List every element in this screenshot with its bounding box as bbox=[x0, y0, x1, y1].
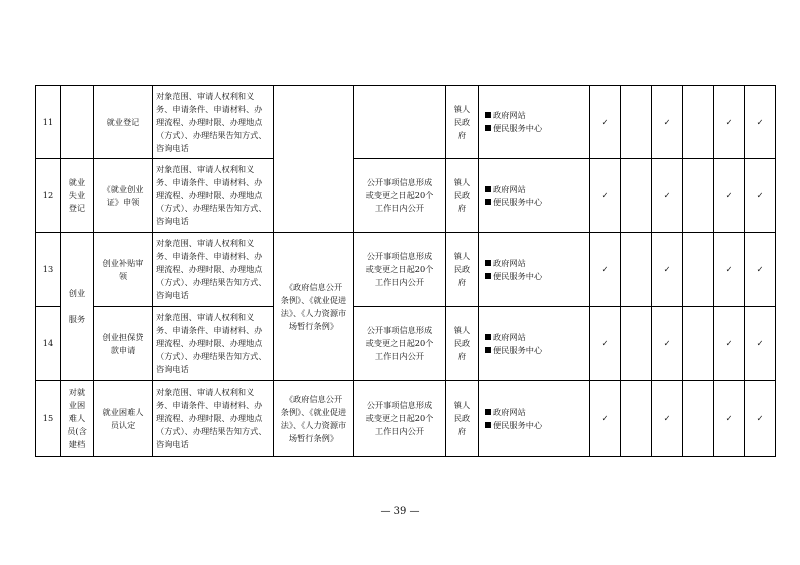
row-number: 13 bbox=[36, 233, 61, 307]
square-bullet-icon bbox=[485, 260, 491, 266]
empty-check-cell bbox=[621, 159, 652, 233]
law-basis-cell: 《政府信息公开 条例》、《就业促进 法》、《人力资源市 场暂行条例》 bbox=[274, 233, 354, 381]
empty-check-cell bbox=[683, 233, 714, 307]
table-row bbox=[36, 86, 776, 159]
category-cell bbox=[61, 86, 94, 159]
square-bullet-icon bbox=[485, 334, 491, 340]
time-limit-cell bbox=[354, 86, 446, 159]
square-bullet-icon bbox=[485, 112, 491, 118]
channel-cell bbox=[479, 86, 590, 159]
checkmark-icon: ✓ bbox=[714, 159, 745, 233]
item-name: 就业登记 bbox=[94, 86, 153, 159]
disclosure-table bbox=[35, 85, 776, 457]
checkmark-icon: ✓ bbox=[590, 307, 621, 381]
checkmark-icon: ✓ bbox=[590, 159, 621, 233]
channel-item: 便民服务中心 bbox=[485, 344, 583, 357]
table-row bbox=[36, 381, 776, 457]
checkmark-icon: ✓ bbox=[745, 381, 776, 457]
channel-cell bbox=[479, 233, 590, 307]
time-limit-cell: 公开事项信息形成 或变更之日起20个 工作日内公开 bbox=[354, 381, 446, 457]
checkmark-icon: ✓ bbox=[590, 86, 621, 159]
checkmark-icon: ✓ bbox=[714, 233, 745, 307]
checkmark-icon: ✓ bbox=[745, 86, 776, 159]
channel-cell bbox=[479, 381, 590, 457]
checkmark-icon: ✓ bbox=[652, 233, 683, 307]
square-bullet-icon bbox=[485, 273, 491, 279]
checkmark-icon: ✓ bbox=[745, 159, 776, 233]
channel-item: 便民服务中心 bbox=[485, 196, 583, 209]
empty-check-cell bbox=[621, 307, 652, 381]
subject-cell: 镇人 民政 府 bbox=[446, 159, 479, 233]
channel-item: 便民服务中心 bbox=[485, 122, 583, 135]
empty-check-cell bbox=[621, 233, 652, 307]
content-cell: 对象范围、审请人权利和义 务、申请条件、申请材料、办 理流程、办理时限、办理地点 （方式）、办理结果告知方式、 咨询电话 bbox=[153, 307, 274, 381]
checkmark-icon: ✓ bbox=[652, 159, 683, 233]
law-basis-cell: 《政府信息公开 条例》、《就业促进 法》、《人力资源市 场暂行条例》 bbox=[274, 381, 354, 457]
table-row bbox=[36, 233, 776, 307]
row-number: 12 bbox=[36, 159, 61, 233]
empty-check-cell bbox=[683, 86, 714, 159]
channel-item: 便民服务中心 bbox=[485, 419, 583, 432]
item-name: 创业担保贷 款申请 bbox=[94, 307, 153, 381]
channel-cell bbox=[479, 159, 590, 233]
page-number: — 39 — bbox=[380, 506, 420, 517]
law-basis-cell bbox=[274, 86, 354, 233]
square-bullet-icon bbox=[485, 347, 491, 353]
subject-cell: 镇人 民政 府 bbox=[446, 233, 479, 307]
channel-cell bbox=[479, 307, 590, 381]
category-cell: 对就 业困 难人 员(含 建档 bbox=[61, 381, 94, 457]
square-bullet-icon bbox=[485, 186, 491, 192]
time-limit-cell: 公开事项信息形成 或变更之日起20个 工作日内公开 bbox=[354, 159, 446, 233]
checkmark-icon: ✓ bbox=[590, 381, 621, 457]
category-cell: 创业 服务 bbox=[61, 233, 94, 381]
time-limit-cell: 公开事项信息形成 或变更之日起20个 工作日内公开 bbox=[354, 233, 446, 307]
subject-cell: 镇人 民政 府 bbox=[446, 381, 479, 457]
square-bullet-icon bbox=[485, 409, 491, 415]
table-row bbox=[36, 307, 776, 381]
channel-item: 政府网站 bbox=[485, 257, 583, 270]
channel-item: 政府网站 bbox=[485, 109, 583, 122]
empty-check-cell bbox=[683, 381, 714, 457]
channel-item: 政府网站 bbox=[485, 331, 583, 344]
content-cell: 对象范围、审请人权利和义 务、申请条件、申请材料、办 理流程、办理时限、办理地点 （方式）、办理结果告知方式、 咨询电话 bbox=[153, 86, 274, 159]
checkmark-icon: ✓ bbox=[714, 86, 745, 159]
item-name: 《就业创业 证》申领 bbox=[94, 159, 153, 233]
empty-check-cell bbox=[683, 307, 714, 381]
channel-item: 政府网站 bbox=[485, 406, 583, 419]
item-name: 就业困难人 员认定 bbox=[94, 381, 153, 457]
item-name: 创业补贴审 领 bbox=[94, 233, 153, 307]
square-bullet-icon bbox=[485, 125, 491, 131]
checkmark-icon: ✓ bbox=[745, 233, 776, 307]
subject-cell: 镇人 民政 府 bbox=[446, 307, 479, 381]
checkmark-icon: ✓ bbox=[652, 381, 683, 457]
checkmark-icon: ✓ bbox=[714, 307, 745, 381]
channel-item: 政府网站 bbox=[485, 183, 583, 196]
square-bullet-icon bbox=[485, 422, 491, 428]
empty-check-cell bbox=[621, 381, 652, 457]
content-cell: 对象范围、审请人权利和义 务、申请条件、申请材料、办 理流程、办理时限、办理地点 （方式）、办理结果告知方式、 咨询电话 bbox=[153, 381, 274, 457]
table-row bbox=[36, 159, 776, 233]
content-cell: 对象范围、审请人权利和义 务、申请条件、申请材料、办 理流程、办理时限、办理地点 （方式）、办理结果告知方式、 咨询电话 bbox=[153, 233, 274, 307]
checkmark-icon: ✓ bbox=[590, 233, 621, 307]
content-cell: 对象范围、审请人权利和义 务、申请条件、申请材料、办 理流程、办理时限、办理地点 （方式）、办理结果告知方式、 咨询电话 bbox=[153, 159, 274, 233]
category-cell: 就业 失业 登记 bbox=[61, 159, 94, 233]
square-bullet-icon bbox=[485, 199, 491, 205]
checkmark-icon: ✓ bbox=[745, 307, 776, 381]
channel-item: 便民服务中心 bbox=[485, 270, 583, 283]
time-limit-cell: 公开事项信息形成 或变更之日起20个 工作日内公开 bbox=[354, 307, 446, 381]
subject-cell: 镇人 民政 府 bbox=[446, 86, 479, 159]
checkmark-icon: ✓ bbox=[652, 307, 683, 381]
empty-check-cell bbox=[621, 86, 652, 159]
checkmark-icon: ✓ bbox=[714, 381, 745, 457]
empty-check-cell bbox=[683, 159, 714, 233]
checkmark-icon: ✓ bbox=[652, 86, 683, 159]
row-number: 14 bbox=[36, 307, 61, 381]
row-number: 11 bbox=[36, 86, 61, 159]
row-number: 15 bbox=[36, 381, 61, 457]
